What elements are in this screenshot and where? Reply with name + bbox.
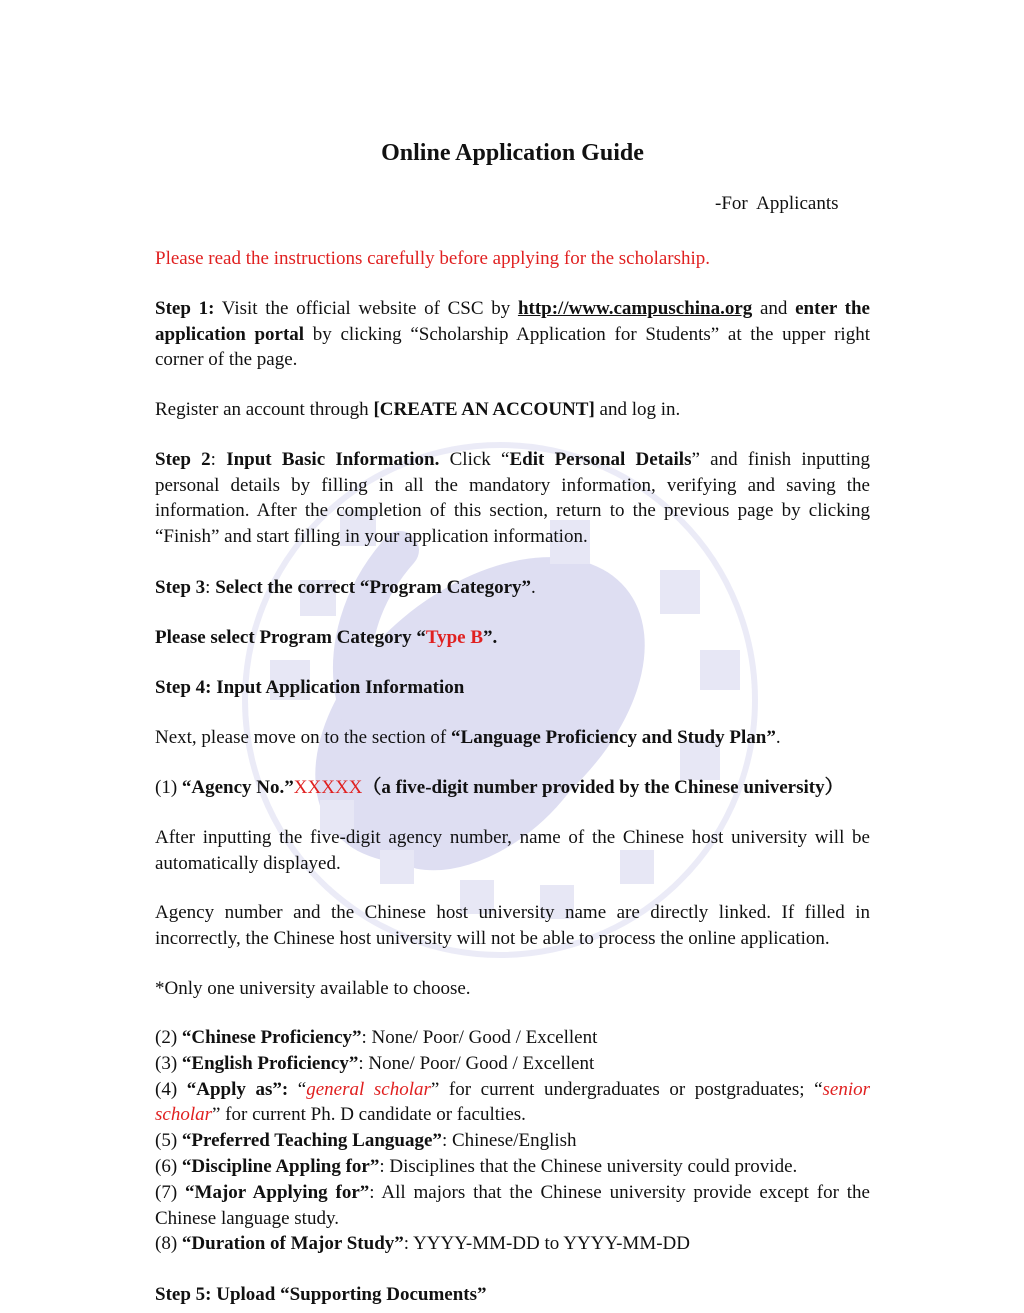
list-item-duration xyxy=(155,1231,870,1257)
select-category-text1: Please select Program Category “ xyxy=(155,627,426,648)
step1-text3: by clicking “Scholarship Application for Students” at the upper right corner of the page. xyxy=(155,323,870,371)
step1-label: Step 1: xyxy=(155,298,215,319)
step3-bold: Select the correct “Program Category” xyxy=(215,577,532,598)
item-text: : None/ Poor/ Good / Excellent xyxy=(358,1052,595,1074)
select-category-text2: ”. xyxy=(483,627,498,648)
item-text: : Chinese/English xyxy=(441,1130,577,1152)
step2-text2: ” and finish inputting personal details by filling in all the mandatory information, verifying and saving the information. After the completion of this section, return to the previous page by clicking “Finish” and start filling in your application information. xyxy=(155,449,870,548)
item-num: (3) xyxy=(155,1052,182,1074)
register-text1: Register an account through xyxy=(155,399,374,420)
next-section-end: . xyxy=(775,727,781,748)
agency-paragraph-1: After inputting the five-digit agency number, name of the Chinese host university will be automatically displayed. xyxy=(155,827,870,874)
item-text: : YYYY-MM-DD to YYYY-MM-DD xyxy=(403,1233,690,1255)
step3-end: . xyxy=(531,577,536,598)
list-item-english-proficiency xyxy=(155,1051,870,1077)
item-quote: “ xyxy=(288,1078,307,1100)
next-section-paragraph xyxy=(155,725,870,751)
item-num: (2) xyxy=(155,1027,182,1048)
step2-paragraph xyxy=(155,447,870,550)
type-b-value: Type B xyxy=(425,627,484,648)
register-text2: and log in. xyxy=(594,399,681,420)
step2-colon: : xyxy=(210,449,227,470)
item-num: (4) xyxy=(155,1078,187,1100)
step5-heading-text: Step 5: Upload “Supporting Documents” xyxy=(155,1284,487,1305)
agency-label: “Agency No.” xyxy=(181,777,294,798)
step1-text1: Visit the official website of CSC by xyxy=(214,298,518,319)
page-subtitle: -For Applicants xyxy=(715,193,839,214)
next-section-bold: “Language Proficiency and Study Plan” xyxy=(451,727,776,748)
item-text: : Disciplines that the Chinese university could provide. xyxy=(379,1155,798,1177)
step5-heading xyxy=(155,1282,870,1308)
item-text: ” for current undergraduates or postgraduates; “ xyxy=(430,1078,823,1100)
step2-bold2: Edit Personal Details xyxy=(509,449,692,470)
item-text: : None/ Poor/ Good / Excellent xyxy=(361,1027,598,1048)
item-label: “Duration of Major Study” xyxy=(181,1233,404,1255)
item-label: “Preferred Teaching Language” xyxy=(181,1130,442,1152)
item-label: “Major Applying for” xyxy=(185,1181,370,1203)
step3-label: Step 3 xyxy=(155,577,206,598)
general-scholar-text: general scholar xyxy=(306,1078,431,1100)
register-bold: [CREATE AN ACCOUNT] xyxy=(373,399,595,420)
only-one-note: *Only one university available to choose. xyxy=(155,978,471,999)
step2-label: Step 2 xyxy=(155,449,211,470)
item-num: (8) xyxy=(155,1233,182,1255)
notice-text: Please read the instructions carefully before applying for the scholarship. xyxy=(155,248,711,269)
item-label: “Apply as”: xyxy=(186,1078,289,1100)
campuschina-link[interactable]: http://www.campuschina.org xyxy=(517,298,753,319)
item-text: : All majors that the Chinese university provide except for the Chinese language study. xyxy=(155,1181,870,1229)
step1-paragraph xyxy=(155,296,870,373)
step2-bold: Input Basic Information. xyxy=(226,449,440,470)
step1-text2: and xyxy=(752,298,796,319)
page-title: Online Application Guide xyxy=(381,140,644,166)
agency-placeholder: XXXXX xyxy=(293,777,363,798)
list-item-discipline xyxy=(155,1154,870,1180)
register-paragraph xyxy=(155,397,870,423)
item-num: (7) xyxy=(155,1181,186,1203)
next-section-text1: Next, please move on to the section of xyxy=(155,727,452,748)
agency-desc: （a five-digit number provided by the Chinese university） xyxy=(362,777,844,798)
item-label: “English Proficiency” xyxy=(181,1052,359,1074)
step4-heading xyxy=(155,675,870,701)
list-item-major xyxy=(155,1180,870,1232)
list-item-apply-as xyxy=(155,1077,870,1129)
step4-heading-text: Step 4: Input Application Information xyxy=(155,677,465,698)
step1-bold: enter the application portal xyxy=(155,298,870,345)
step3-paragraph xyxy=(155,575,870,601)
agency-paragraph-2: Agency number and the Chinese host university name are directly linked. If filled in incorrectly, the Chinese host university will not be able to process the online application. xyxy=(155,902,870,949)
agency-num: (1) xyxy=(155,777,182,798)
step2-text1: Click “ xyxy=(439,449,510,470)
senior-scholar-text: senior scholar xyxy=(155,1078,871,1126)
application-items-list xyxy=(155,1025,870,1257)
item-num: (5) xyxy=(155,1130,182,1152)
step3-colon: : xyxy=(205,577,216,598)
item-label: “Discipline Appling for” xyxy=(181,1155,380,1177)
item-label: “Chinese Proficiency” xyxy=(181,1027,362,1048)
item-text-end: ” for current Ph. D candidate or faculties. xyxy=(212,1104,526,1126)
list-item-teaching-language xyxy=(155,1128,870,1154)
list-item-chinese-proficiency xyxy=(155,1025,870,1051)
agency-item xyxy=(155,775,870,801)
select-category-paragraph xyxy=(155,625,870,651)
item-num: (6) xyxy=(155,1155,182,1177)
